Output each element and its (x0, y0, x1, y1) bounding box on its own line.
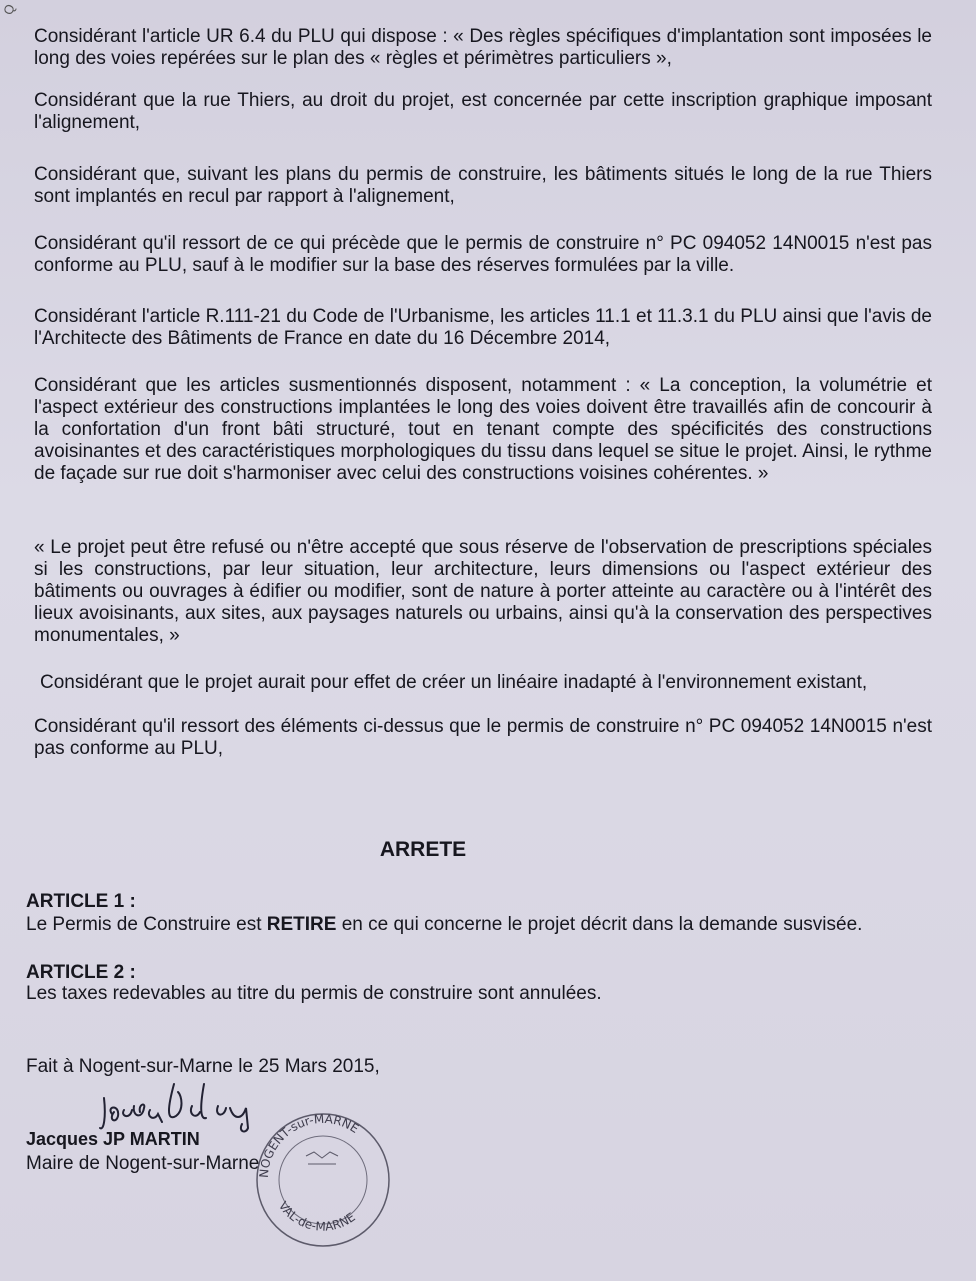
official-stamp-seal (246, 1100, 396, 1250)
paragraph-9: Considérant qu'il ressort des éléments ci-dessus que le permis de construire n° PC 094052 14N0015 n'est pas conforme au PLU, (34, 716, 932, 759)
paragraph-6: Considérant que les articles susmentionnés disposent, notamment : « La conception, la volumétrie et l'aspect extérieur des constructions implantées le long des voies doivent être travaillés afin de concourir à la confortation d'un front bâti structuré, tout en tenant compte des spécificités des constructions avoisinantes et des caractéristiques morphologiques du tissu dans lequel se situe le projet. Ainsi, le rythme de façade sur rue doit s'harmoniser avec celui des constructions voisines cohérentes. » (34, 375, 932, 484)
paragraph-3: Considérant que, suivant les plans du permis de construire, les bâtiments situés le long de la rue Thiers sont implantés en recul par rapport à l'alignement, (34, 164, 932, 207)
stamp-bottom-text: VAL-de-MARNE (275, 1198, 358, 1234)
article-1-text-after: en ce qui concerne le projet décrit dans la demande susvisée. (336, 914, 863, 935)
signer-name: Jacques JP MARTIN (26, 1129, 200, 1149)
article-1-label: ARTICLE 1 : (26, 891, 136, 912)
svg-text:VAL-de-MARNE (276, 1199, 358, 1234)
paragraph-8: Considérant que le projet aurait pour effet de créer un linéaire inadapté à l'environnement existant, (40, 672, 868, 693)
corner-mark: Q (0, 2, 18, 17)
signed-at: Fait à Nogent-sur-Marne le 25 Mars 2015, (26, 1056, 380, 1077)
article-2-text: Les taxes redevables au titre du permis de construire sont annulées. (26, 983, 602, 1004)
svg-text:NOGENT-sur-MARNE (257, 1112, 361, 1178)
article-1-text (26, 914, 926, 936)
paragraph-4: Considérant qu'il ressort de ce qui précède que le permis de construire n° PC 094052 14N0015 n'est pas conforme au PLU, sauf à le modifier sur la base des réserves formulées par la ville. (34, 233, 932, 276)
handwritten-signature (96, 1076, 266, 1136)
stamp-top-text: NOGENT-sur-MARNE (256, 1111, 362, 1179)
paragraph-2: Considérant que la rue Thiers, au droit du projet, est concernée par cette inscription graphique imposant l'alignement, (34, 90, 932, 133)
article-1-text-bold: RETIRE (266, 914, 337, 935)
paragraph-7: « Le projet peut être refusé ou n'être accepté que sous réserve de l'observation de prescriptions spéciales si les constructions, par leur situation, leur architecture, leurs dimensions ou l'aspect extérieur des bâtiments ou ouvrages à édifier ou modifier, sont de nature à porter atteinte au caractère ou à l'intérêt des lieux avoisinants, aux sites, aux paysages naturels ou urbains, ainsi qu'à la conservation des perspectives monumentales, » (34, 537, 932, 646)
article-1-text-before: Le Permis de Construire est (26, 914, 267, 935)
article-2-label: ARTICLE 2 : (26, 962, 136, 983)
paragraph-1: Considérant l'article UR 6.4 du PLU qui dispose : « Des règles spécifiques d'implantation sont imposées le long des voies repérées sur le plan des « règles et périmètres particuliers », (34, 26, 932, 69)
paragraph-5: Considérant l'article R.111-21 du Code de l'Urbanisme, les articles 11.1 et 11.3.1 du PLU ainsi que l'avis de l'Architecte des Bâtiments de France en date du 16 Décembre 2014, (34, 306, 932, 349)
signer-role: Maire de Nogent-sur-Marne (26, 1153, 260, 1174)
arrete-heading: ARRETE (379, 838, 467, 861)
